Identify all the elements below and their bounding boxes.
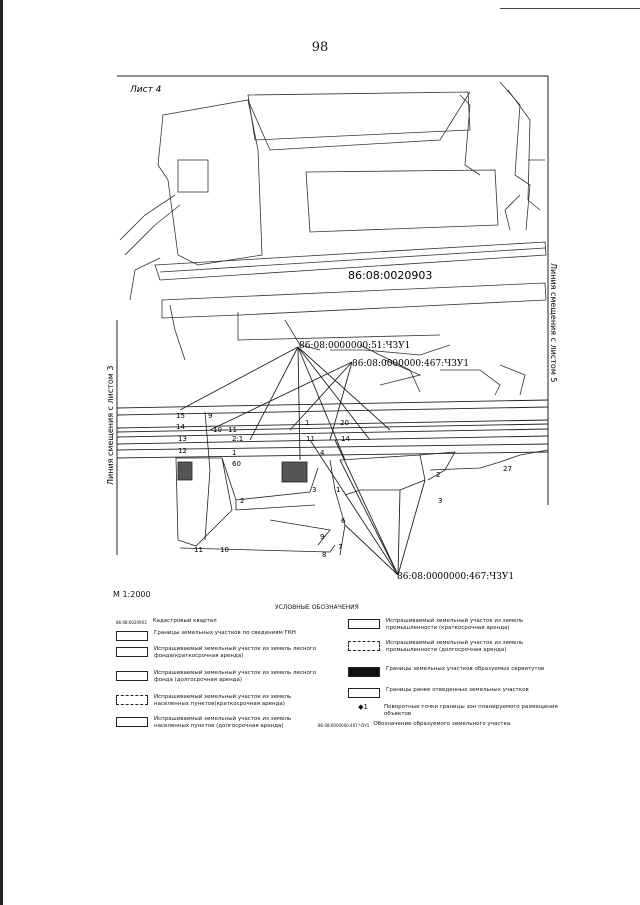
point-7: 7 [338, 543, 343, 551]
legend-designation-text: Обозначение образуемого земельного участка [373, 721, 511, 727]
legend-item-settlement-long [116, 716, 326, 730]
cluster-4: 4 [320, 449, 325, 457]
point-3a: 3 [312, 486, 317, 494]
cluster-11: 11 [306, 435, 315, 443]
point-12: 12 [178, 447, 187, 455]
legend-item-industry-long [348, 640, 558, 654]
legend-item-turn-points [348, 704, 558, 718]
turn-point-icon: ◆1 [348, 704, 378, 712]
legend-item-forest-long [116, 670, 326, 684]
cluster-14: 14 [341, 435, 350, 443]
point-60: 60 [232, 460, 241, 468]
sheet-label: Лист 4 [130, 85, 162, 95]
point-13: 13 [178, 435, 187, 443]
legend-settlement-short-text: Испрашиваемый земельный участок из земель населенных пунктов(краткосрочная аренда) [154, 694, 292, 707]
legend-settlement-short-swatch [116, 695, 148, 705]
cluster-1: 1 [305, 419, 310, 427]
legend-settlement-long-swatch [116, 717, 148, 727]
match-line-left: Линия смещения с листом 3 [106, 365, 115, 485]
point-6: 6 [341, 517, 346, 525]
point-1b: 1 [336, 486, 341, 494]
point-14: 14 [176, 423, 185, 431]
sheet-frame [117, 76, 548, 555]
legend-servitude-text: Границы земельных участков образуемых сервитутов [386, 666, 545, 672]
legend-turn-points-text: Поворотные точки границы зон планируемого размещения объектов [384, 704, 558, 717]
parcel-label-1: 86:08:0000000:51:ЧЗУ1 [299, 341, 411, 351]
legend-item-servitude [348, 666, 558, 677]
point-11b: 11 [194, 546, 203, 554]
legend-item-designation [318, 721, 558, 730]
legend-servitude-swatch [348, 667, 380, 677]
legend-right [318, 618, 558, 730]
point-15: 15 [176, 412, 185, 420]
legend-item-gkn [116, 630, 326, 641]
legend-industry-short-swatch [348, 619, 380, 629]
legend-forest-short-swatch [116, 647, 148, 657]
legend-quarter-symbol: 86:08:0020903 [116, 620, 147, 625]
point-27: 27 [503, 465, 512, 473]
point-2b: 2 [436, 471, 441, 479]
legend-previous-text: Границы ранее отведенных земельных участков [386, 687, 529, 693]
page-number: 98 [311, 40, 329, 55]
scale-label: М 1:2000 [113, 590, 151, 599]
legend-settlement-long-text: Испрашиваемый земельный участок из земель населенных пунктов (долгосрочная аренда) [154, 716, 292, 729]
parcel-label-3: 86:08:0000000:467:ЧЗУ1 [397, 572, 515, 582]
legend-gkn-swatch [116, 631, 148, 641]
point-10b: 10 [220, 546, 229, 554]
parcel-label-2: 86:08:0000000:467:ЧЗУ1 [352, 359, 470, 369]
point-11: 11 [228, 426, 237, 434]
point-9: 9 [208, 412, 213, 420]
point-2-1: 2:1 [232, 435, 244, 443]
legend-industry-short-text: Испрашиваемый земельный участок из земель промышленности (краткосрочная аренда) [386, 618, 524, 631]
servitude-lines [180, 347, 425, 575]
legend-item-industry-short [348, 618, 558, 632]
legend-item-settlement-short [116, 694, 326, 708]
quarter-label: 86:08:0020903 [348, 269, 433, 282]
point-8: 8 [322, 551, 327, 559]
match-line-right: Линия смещения с листом 5 [549, 263, 558, 383]
point-1: 1 [232, 449, 237, 457]
cluster-20: 20 [340, 419, 349, 427]
legend-item-previous [348, 687, 558, 698]
legend-forest-long-swatch [116, 671, 148, 681]
legend-industry-long-text: Испрашиваемый земельный участок из земель промышленности (долгосрочная аренда) [386, 640, 524, 653]
legend-forest-long-text: Испрашиваемый земельный участок из земель лесного фонда (долгосрочная аренда) [154, 670, 317, 683]
legend-forest-short-text: Испрашиваемый земельный участок из земель лесного фонда(краткосрочная аренда) [154, 646, 317, 659]
legend-left [116, 618, 326, 730]
point-9b: 9 [320, 533, 325, 541]
legend-item-quarter [116, 618, 326, 627]
point-labels [176, 412, 512, 559]
point-10: 10 [213, 426, 222, 434]
legend-quarter-text: Кадастровый квартал [152, 618, 217, 624]
point-2a: 2 [240, 497, 245, 505]
legend-previous-swatch [348, 688, 380, 698]
legend-designation-symbol: 86:08:0000000:467:ЧЗУ1 [318, 723, 370, 728]
legend-item-forest-short [116, 646, 326, 660]
legend-industry-long-swatch [348, 641, 380, 651]
legend-title: УСЛОВНЫЕ ОБОЗНАЧЕНИЯ [275, 604, 359, 611]
legend-gkn-text: Границы земельных участков по сведениям ГКН [154, 630, 296, 636]
point-3b: 3 [438, 497, 443, 505]
